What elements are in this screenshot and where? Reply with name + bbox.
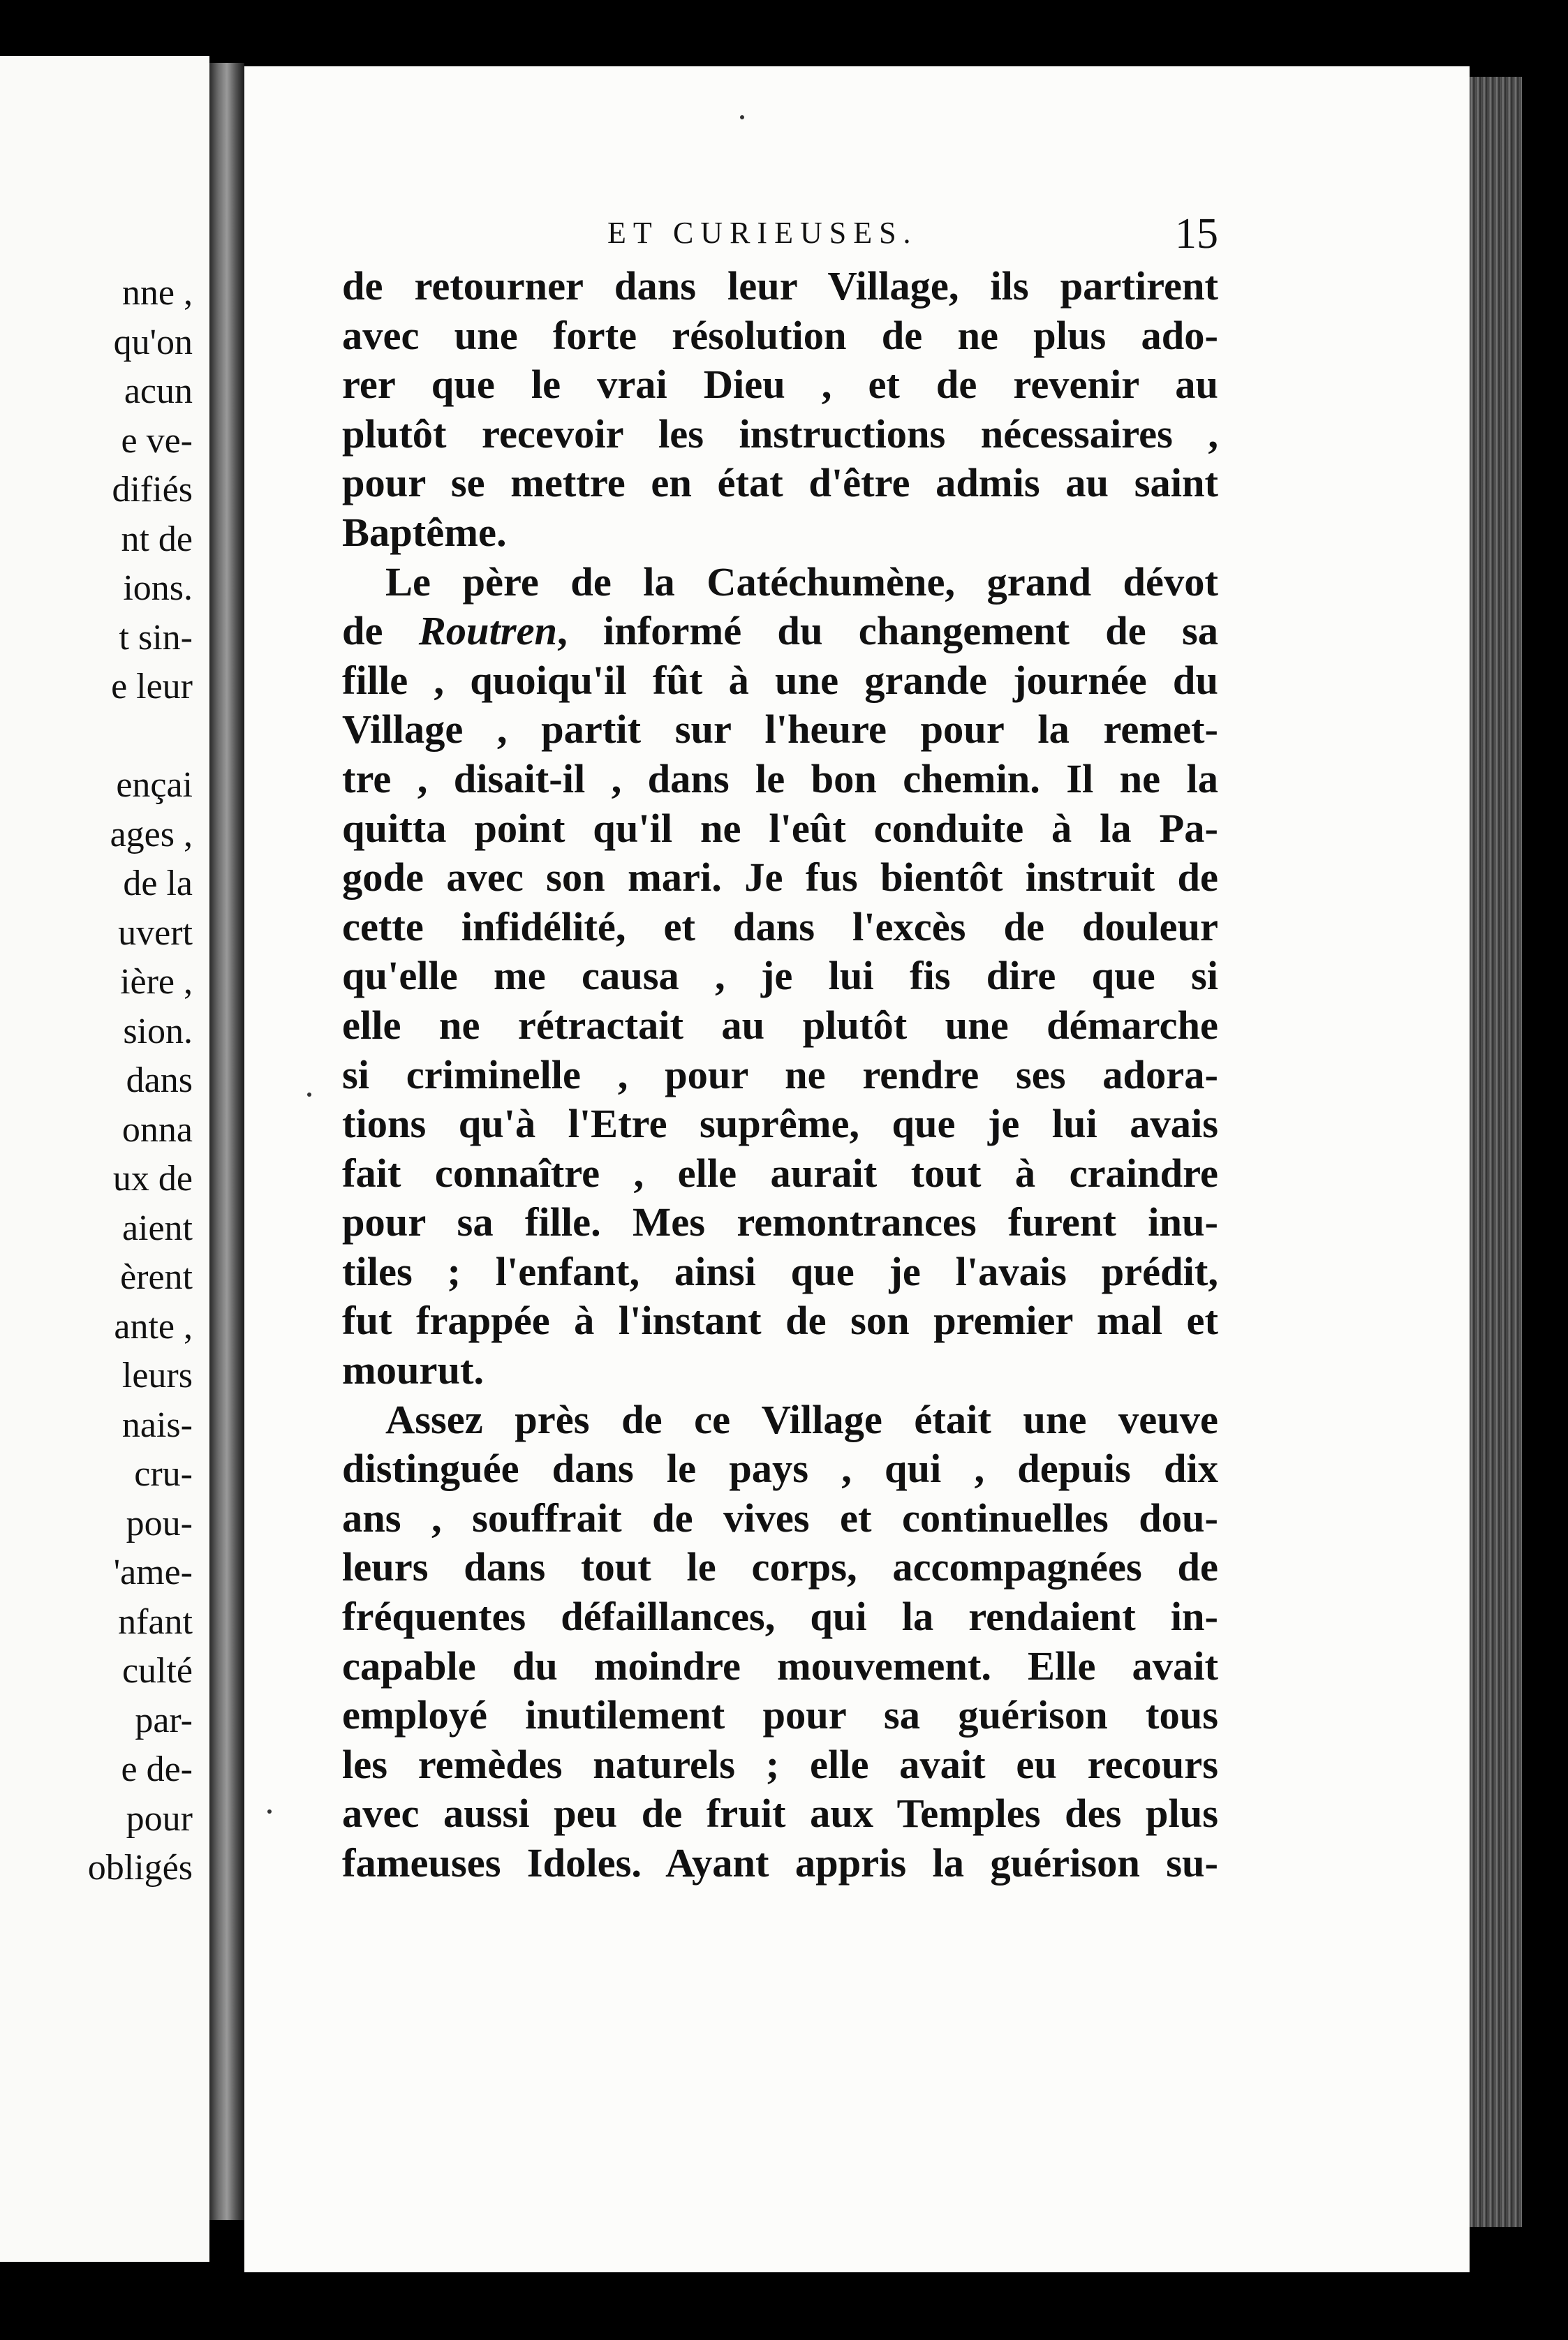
text-line: fréquentes défaillances, qui la rendaient in- bbox=[342, 1594, 1218, 1640]
text-line: tiles ; l'enfant, ainsi que je l'avais prédit, bbox=[342, 1248, 1218, 1294]
text-line: fille , quoiqu'il fût à une grande journée du bbox=[342, 657, 1218, 703]
left-page-fragment-line: t sin- bbox=[119, 617, 193, 658]
text-line: les remèdes naturels ; elle avait eu recours bbox=[342, 1741, 1218, 1787]
book-gutter bbox=[209, 63, 244, 2220]
left-page-fragment bbox=[0, 56, 209, 2262]
left-page-fragment-line: ante , bbox=[114, 1306, 193, 1347]
text-line: fut frappée à l'instant de son premier mal et bbox=[342, 1298, 1218, 1344]
print-speck bbox=[267, 1809, 272, 1814]
left-page-fragment-line: aient bbox=[121, 1208, 193, 1248]
text-line: pour se mettre en état d'être admis au saint bbox=[342, 460, 1218, 506]
left-page-fragment-line: nne , bbox=[121, 273, 193, 313]
left-page-fragment-line: sion. bbox=[123, 1011, 193, 1051]
left-page-fragment-line: uvert bbox=[118, 912, 193, 953]
left-page-fragment-line: e de- bbox=[121, 1749, 193, 1789]
left-page-fragment-line: nfant bbox=[118, 1601, 193, 1642]
text-line: ans , souffrait de vives et continuelles dou- bbox=[342, 1495, 1218, 1541]
text-line: gode avec son mari. Je fus bientôt instruit de bbox=[342, 854, 1218, 901]
text-line: de retourner dans leur Village, ils partirent bbox=[342, 263, 1218, 309]
text-line: employé inutilement pour sa guérison tous bbox=[342, 1692, 1218, 1738]
left-page-fragment-line: obligés bbox=[87, 1848, 193, 1888]
left-page-fragment-line: leurs bbox=[121, 1356, 193, 1395]
left-page-fragment-line: qu'on bbox=[113, 322, 193, 362]
print-speck bbox=[740, 115, 744, 119]
left-page-fragment-line: par- bbox=[135, 1700, 193, 1740]
page-header bbox=[607, 209, 1218, 265]
text-line: capable du moindre mouvement. Elle avait bbox=[342, 1643, 1218, 1689]
body-text bbox=[342, 262, 1218, 1888]
text-line: Assez près de ce Village était une veuve bbox=[385, 1396, 1218, 1442]
left-page-fragment-line: acun bbox=[124, 371, 193, 411]
left-page-text-fragments bbox=[88, 269, 193, 1893]
text-line: fait connaître , elle aurait tout à craindre bbox=[342, 1150, 1218, 1196]
running-head: ET CURIEUSES. bbox=[607, 216, 918, 250]
left-page-fragment-line: 'ame- bbox=[113, 1553, 193, 1592]
left-page-fragment-line: dans bbox=[126, 1060, 193, 1100]
text-line: rer que le vrai Dieu , et de revenir au bbox=[342, 362, 1218, 408]
left-page-fragment-line: èrent bbox=[120, 1257, 193, 1297]
text-line: avec une forte résolution de ne plus ado- bbox=[342, 312, 1218, 358]
text-line: plutôt recevoir les instructions nécessaires , bbox=[342, 410, 1218, 457]
text-line: cette infidélité, et dans l'excès de douleur bbox=[342, 903, 1218, 949]
left-page-fragment-line: ux de bbox=[112, 1159, 193, 1199]
left-page-fragment-line: nais- bbox=[121, 1405, 193, 1445]
place-name: Routren bbox=[418, 608, 558, 654]
left-page-fragment-line: ière , bbox=[120, 962, 193, 1002]
text-line: pour sa fille. Mes remontrances furent inu- bbox=[342, 1199, 1218, 1245]
page-number: 15 bbox=[1175, 210, 1218, 258]
print-speck bbox=[307, 1093, 311, 1097]
left-page-fragment-line: e ve- bbox=[121, 420, 193, 461]
text-line: de Routren, informé du changement de sa bbox=[342, 608, 1218, 654]
text-line: Village , partit sur l'heure pour la remet- bbox=[342, 706, 1218, 753]
text-line: leurs dans tout le corps, accompagnées de bbox=[342, 1544, 1218, 1590]
left-page-fragment-line: onna bbox=[121, 1109, 193, 1150]
text-line: Le père de la Catéchumène, grand dévot bbox=[385, 558, 1218, 605]
text-line: tre , disait-il , dans le bon chemin. Il ne la bbox=[342, 755, 1218, 801]
left-page-fragment-line: pou- bbox=[126, 1503, 193, 1543]
left-page-fragment-line: e leur bbox=[111, 667, 193, 706]
text-line: fameuses Idoles. Ayant appris la guérison su- bbox=[342, 1840, 1218, 1886]
left-page-fragment-line: cru- bbox=[134, 1454, 193, 1494]
text-line: elle ne rétractait au plutôt une démarche bbox=[342, 1002, 1218, 1048]
left-page-fragment-line: ençai bbox=[116, 765, 193, 805]
left-page-fragment-line bbox=[88, 712, 193, 762]
text-line: si criminelle , pour ne rendre ses adora- bbox=[342, 1051, 1218, 1097]
text-line: tions qu'à l'Etre suprême, que je lui avais bbox=[342, 1101, 1218, 1147]
left-page-fragment-line: difiés bbox=[112, 470, 193, 510]
text-line: avec aussi peu de fruit aux Temples des plus bbox=[342, 1791, 1218, 1837]
left-page-fragment-line: culté bbox=[121, 1651, 193, 1691]
left-page-fragment-line: nt de bbox=[121, 519, 193, 559]
left-page-fragment-line: ages , bbox=[110, 814, 193, 854]
left-page-fragment-line: pour bbox=[126, 1798, 193, 1839]
left-page-fragment-line: ions. bbox=[123, 568, 193, 608]
left-page-fragment-line: de la bbox=[123, 864, 193, 903]
text-line: Baptême. bbox=[342, 509, 507, 555]
page-edges bbox=[1470, 77, 1522, 2227]
text-line: mourut. bbox=[342, 1347, 485, 1393]
text-line: quitta point qu'il ne l'eût conduite à la Pa- bbox=[342, 805, 1218, 851]
text-line: distinguée dans le pays , qui , depuis dix bbox=[342, 1446, 1218, 1492]
text-line: qu'elle me causa , je lui fis dire que si bbox=[342, 953, 1218, 999]
